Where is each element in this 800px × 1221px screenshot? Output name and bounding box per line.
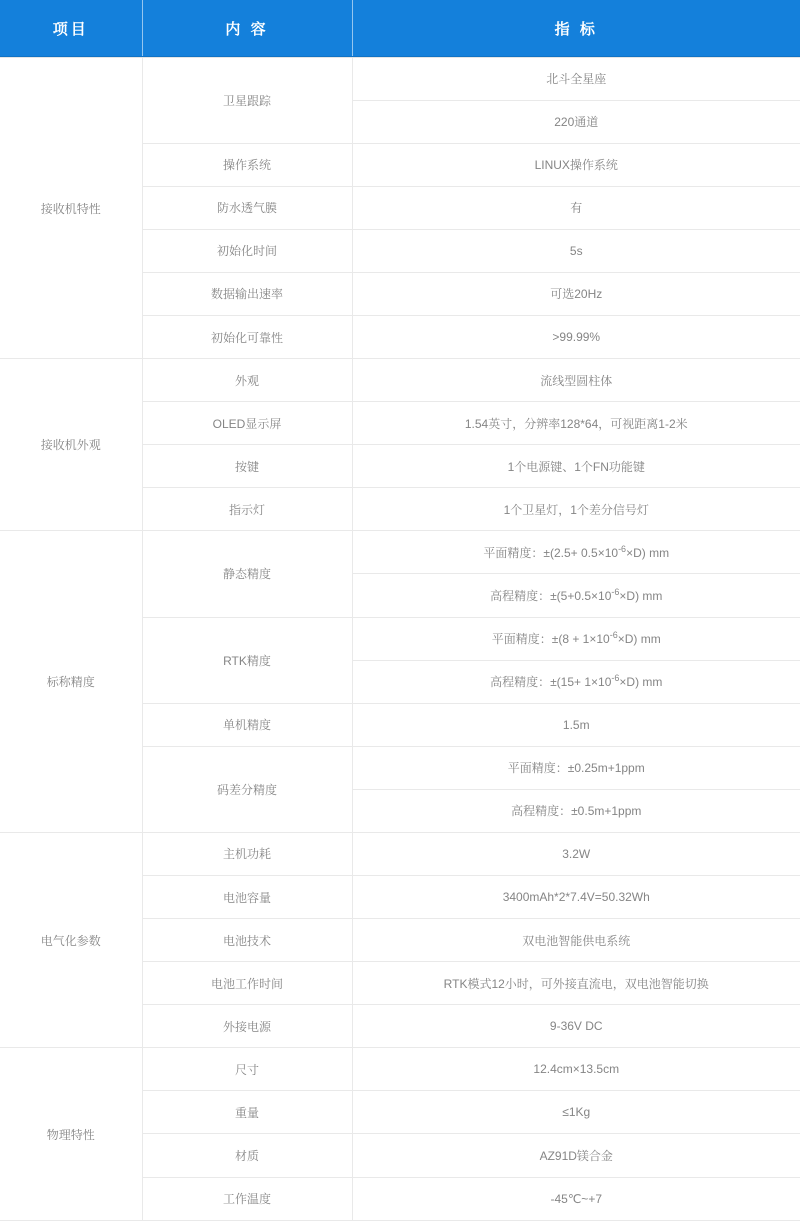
content-cell: 初始化可靠性	[142, 315, 352, 358]
spec-cell: LINUX操作系统	[352, 143, 800, 186]
spec-cell: 流线型圆柱体	[352, 359, 800, 402]
content-cell: 数据输出速率	[142, 272, 352, 315]
spec-cell: >99.99%	[352, 315, 800, 358]
header-row	[0, 0, 800, 57]
column-header-content: 内 容	[142, 0, 352, 57]
column-header-spec: 指 标	[352, 0, 800, 57]
spec-superscript: -6	[618, 543, 627, 554]
spec-cell: -45℃~+7	[352, 1177, 800, 1220]
table-row	[0, 531, 800, 574]
content-cell: 电池技术	[142, 919, 352, 962]
spec-cell: 高程精度：±0.5m+1ppm	[352, 789, 800, 832]
content-cell: 码差分精度	[142, 746, 352, 832]
group-label-receiver-features: 接收机特性	[40, 201, 101, 216]
spec-superscript: -6	[611, 673, 620, 684]
content-cell: 静态精度	[142, 531, 352, 617]
content-cell: OLED显示屏	[142, 402, 352, 445]
spec-cell: 可选20Hz	[352, 272, 800, 315]
spec-cell: 1个卫星灯，1个差分信号灯	[352, 488, 800, 531]
table-row	[0, 359, 800, 402]
spec-cell: 9-36V DC	[352, 1005, 800, 1048]
column-header-item: 项目	[0, 0, 142, 57]
spec-text: ×D) mm	[619, 588, 663, 603]
spec-superscript: -6	[609, 630, 618, 641]
content-cell: 材质	[142, 1134, 352, 1177]
spec-cell: AZ91D镁合金	[352, 1134, 800, 1177]
spec-cell	[352, 531, 800, 574]
spec-cell: 5s	[352, 229, 800, 272]
content-cell: 指示灯	[142, 488, 352, 531]
spec-text: 平面精度：±(2.5+ 0.5×10	[483, 545, 619, 560]
content-cell: 初始化时间	[142, 229, 352, 272]
table-header	[0, 0, 800, 57]
spec-cell: 1.5m	[352, 703, 800, 746]
spec-cell: 平面精度：±0.25m+1ppm	[352, 746, 800, 789]
spec-cell	[352, 574, 800, 617]
group-label-physical-features: 物理特性	[0, 1048, 142, 1221]
spec-text: 高程精度：±(5+0.5×10	[490, 588, 612, 603]
spec-cell: 有	[352, 186, 800, 229]
group-label-electrical-params: 电气化参数	[0, 832, 142, 1047]
content-cell: 主机功耗	[142, 832, 352, 875]
content-cell: RTK精度	[142, 617, 352, 703]
table-row	[0, 1048, 800, 1091]
spec-cell	[352, 660, 800, 703]
content-cell: 防水透气膜	[142, 186, 352, 229]
content-cell: 尺寸	[142, 1048, 352, 1091]
content-cell: 单机精度	[142, 703, 352, 746]
content-cell: 外观	[142, 359, 352, 402]
spec-cell: ≤1Kg	[352, 1091, 800, 1134]
spec-text: 高程精度：±(15+ 1×10	[490, 675, 612, 690]
spec-text: ×D) mm	[626, 545, 670, 560]
spec-text: ×D) mm	[619, 675, 663, 690]
spec-cell: 1.54英寸，分辨率128*64，可视距离1-2米	[352, 402, 800, 445]
spec-cell: 1个电源键、1个FN功能键	[352, 445, 800, 488]
spec-cell: 3.2W	[352, 832, 800, 875]
spec-superscript: -6	[611, 586, 620, 597]
spec-cell	[352, 617, 800, 660]
table-row	[0, 57, 800, 100]
spec-cell: 3400mAh*2*7.4V=50.32Wh	[352, 875, 800, 918]
content-cell: 重量	[142, 1091, 352, 1134]
content-cell: 按键	[142, 445, 352, 488]
spec-text: 平面精度：±(8 + 1×10	[491, 632, 610, 647]
content-cell: 电池工作时间	[142, 962, 352, 1005]
group-label-receiver-appearance: 接收机外观	[0, 359, 142, 531]
content-cell: 电池容量	[142, 875, 352, 918]
content-cell: 外接电源	[142, 1005, 352, 1048]
spec-cell: 北斗全星座	[546, 72, 607, 87]
content-cell: 操作系统	[142, 143, 352, 186]
table-row	[0, 832, 800, 875]
spec-cell: RTK模式12小时，可外接直流电，双电池智能切换	[352, 962, 800, 1005]
table-body	[0, 57, 800, 1221]
content-cell: 工作温度	[142, 1177, 352, 1220]
spec-text: ×D) mm	[617, 632, 661, 647]
group-label-nominal-accuracy: 标称精度	[0, 531, 142, 833]
spec-cell: 12.4cm×13.5cm	[352, 1048, 800, 1091]
spec-cell: 双电池智能供电系统	[352, 919, 800, 962]
content-cell: 卫星跟踪	[142, 57, 352, 143]
spec-cell: 220通道	[352, 100, 800, 143]
